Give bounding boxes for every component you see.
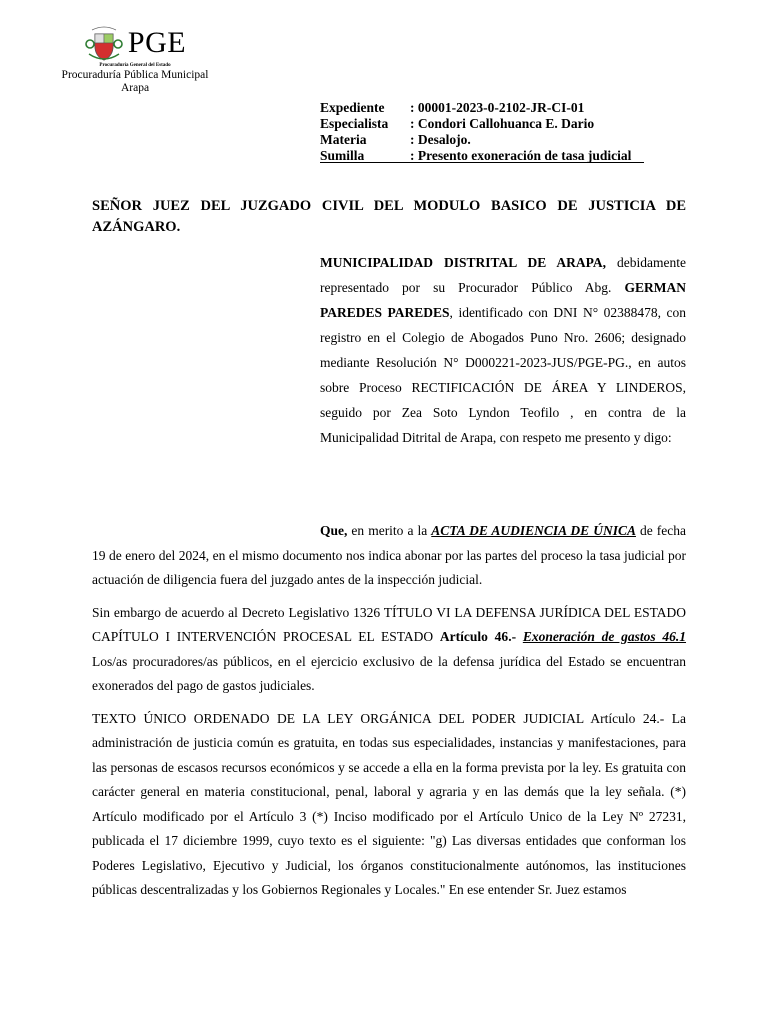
logo-row bbox=[40, 24, 230, 62]
paragraph-text: Los/as procuradores/as públicos, en el ejercicio exclusivo de la defensa jurídica del Estado se encuentran exonerados del pago de gastos judiciales. bbox=[92, 653, 686, 693]
logo-text: PGE bbox=[127, 26, 187, 59]
procurador-name: GERMAN PAREDES PAREDES bbox=[320, 280, 686, 320]
article-reference: Artículo 46 bbox=[439, 629, 509, 644]
entity-name: MUNICIPALIDAD DISTRITAL DE ARAPA, bbox=[320, 255, 607, 270]
case-info-value: : 00001-2023-0-2102-JR-CI-01 bbox=[410, 100, 585, 115]
case-info-row bbox=[320, 116, 631, 132]
case-info-value: : Condori Callohuanca E. Dario bbox=[410, 116, 595, 131]
party-introduction bbox=[320, 250, 686, 450]
coat-of-arms-icon bbox=[84, 24, 124, 62]
case-info-divider bbox=[320, 162, 644, 163]
court-address: SEÑOR JUEZ DEL JUZGADO CIVIL DEL MODULO BASICO DE JUSTICIA DE AZÁNGARO. bbox=[92, 198, 686, 235]
body-paragraph: TEXTO ÚNICO ORDENADO DE LA LEY ORGÁNICA DEL PODER JUDICIAL Artículo 24.- La administración de justicia común es gratuita, en todas sus especialidades, instancias y manifestaciones, para las personas de escasos recursos económicos y se accede a ella en la forma prevista por la ley. Es gratuita con carácter general en materia constitucional, penal, laboral y agraria y en las demás que la ley señala. (*) Artículo modificado por el Artículo 3 (*) Inciso modificado por el Artículo Unico de la Ley Nº 27231, publicada el 17 diciembre 1999, cuyo texto es el siguiente: "g) Las diversas entidades que conforman los Poderes Legislativo, Ejecutivo y Judicial, los órganos constitucionalmente autónomos, las instituciones públicas descentralizadas y los Gobiernos Regionales y Locales." En ese entender Sr. Juez estamos bbox=[92, 710, 686, 897]
document-body bbox=[92, 519, 686, 903]
paragraph-text: en merito a la bbox=[347, 523, 432, 538]
body-paragraph bbox=[92, 519, 686, 593]
representation-text: debidamente representado por su Procurador Público Abg. bbox=[320, 255, 686, 295]
office-name: Procuraduría Pública Municipal bbox=[61, 69, 209, 81]
que-keyword: Que, bbox=[320, 523, 348, 538]
case-info bbox=[320, 100, 631, 164]
exoneration-reference: Exoneración de gastos 46.1 bbox=[522, 629, 687, 644]
body-paragraph bbox=[92, 601, 686, 699]
paragraph-text: de fecha 19 de enero del 2024, en el mismo documento nos indica abonar por las partes del proceso la tasa judicial por actuación de diligencia fuera del juzgado antes de la inspección judicial. bbox=[92, 523, 686, 587]
case-info-label: Sumilla bbox=[320, 148, 365, 163]
case-info-value: : Desalojo. bbox=[410, 132, 471, 147]
paragraph-text: .- bbox=[508, 629, 523, 644]
case-info-row bbox=[320, 132, 631, 148]
case-info-label: Materia bbox=[320, 132, 367, 147]
acta-reference: ACTA DE AUDIENCIA DE ÚNICA bbox=[431, 523, 636, 538]
logo-subtitle: Procuraduría General del Estado bbox=[99, 63, 171, 68]
case-info-label: Expediente bbox=[320, 100, 385, 115]
office-location: Arapa bbox=[120, 82, 150, 94]
case-info-label: Especialista bbox=[320, 116, 389, 131]
case-info-row bbox=[320, 100, 631, 116]
party-details-text: , identificado con DNI N° 02388478, con registro en el Colegio de Abogados Puno Nro. 2606; designado mediante Resolución N° D000221-2023-JUS/PGE-PG., en autos sobre Proceso RECTIFICACIÓN DE ÁREA Y LINDEROS, seguido por Zea Soto Lyndon Teofilo , en contra de la Municipalidad Ditrital de Arapa, con respeto me presento y digo: bbox=[320, 305, 686, 445]
paragraph-text: Sin embargo de acuerdo al Decreto Legislativo 1326 TÍTULO VI LA DEFENSA JURÍDICA DEL ESTADO CAPÍTULO I INTERVENCIÓN PROCESAL EL ESTADO bbox=[92, 604, 686, 644]
header-logo-block bbox=[40, 24, 230, 95]
case-info-value: : Presento exoneración de tasa judicial bbox=[410, 148, 632, 163]
